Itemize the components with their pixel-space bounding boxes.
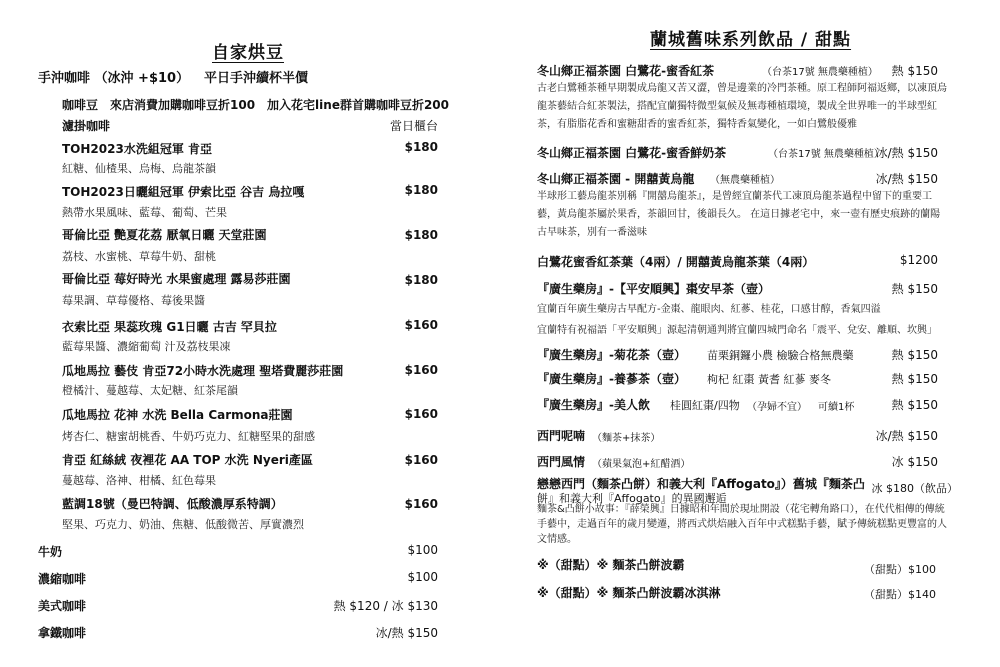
special-drink-price: 冰/熱 $150 [875, 429, 938, 443]
tea-name: 冬山鄉正福茶園 白鷺花-蜜香鮮奶茶 [537, 146, 727, 160]
tea-note: （台茶17號 無農藥種植） [768, 149, 884, 160]
drink-price: 冰/熱 $150 [375, 626, 438, 640]
dessert-name: ※（甜點）※ 麵茶凸餅波霸冰淇淋 [537, 586, 721, 600]
pour-over-headline: 手沖咖啡 （冰沖 +$10） [38, 71, 190, 86]
herbal-desc: 宜蘭特有祝福語「平安順興」源起清朝通判將宜蘭四城門命名「震平、兌安、離順、坎興」 [537, 325, 937, 336]
affogato-price: 冰 $180（飲品） [871, 482, 958, 495]
herbal-warning: （孕婦不宜） [747, 402, 807, 413]
bean-desc: 熱帶水果風味、藍莓、葡萄、芒果 [62, 206, 227, 219]
herbal-note: 桂圓紅棗/四物 [670, 399, 740, 412]
bean-name: TOH2023日曬組冠軍 伊索比亞 谷吉 烏拉嘎 [62, 185, 305, 199]
bean-name: 哥倫比亞 艷夏花荔 厭氧日曬 天堂莊園 [62, 228, 267, 242]
bean-price: $180 [404, 183, 438, 197]
herbal-price: 熱 $150 [891, 282, 938, 296]
special-drink-price: 冰 $150 [891, 455, 938, 469]
beans-note: 咖啡豆 來店消費加購咖啡豆折100 加入花宅line群首購咖啡豆折200 [62, 98, 450, 112]
bean-desc: 紅糖、仙楂果、烏梅、烏龍茶韻 [62, 162, 216, 175]
bean-name: 藍調18號（曼巴特調、低酸濃厚系特調） [62, 497, 283, 511]
herbal-note: 苗栗銅鑼小農 檢驗合格無農藥 [707, 349, 854, 362]
herbal-note: 枸杞 紅棗 黃耆 紅蔘 麥冬 [707, 373, 831, 386]
bean-name: TOH2023水洗組冠軍 肯亞 [62, 142, 213, 156]
dessert-name: ※（甜點）※ 麵茶凸餅波霸 [537, 558, 685, 572]
house-roast-title: 自家烘豆 [212, 43, 284, 63]
special-drink-note: （麵茶+抹茶） [592, 433, 661, 444]
bean-desc: 烤杏仁、糖蜜胡桃香、牛奶巧克力、紅糖堅果的甜感 [62, 430, 315, 443]
bean-price: $160 [404, 453, 438, 467]
drip-label: 濾掛咖啡 [62, 119, 111, 133]
herbal-price: 熱 $150 [891, 348, 938, 362]
affogato-name-line2: 餅』和義大利『Affogato』的異國邂逅 [537, 492, 727, 505]
bean-desc: 堅果、巧克力、奶油、焦糖、低酸微苦、厚實濃烈 [62, 518, 304, 531]
dessert-price: （甜點）$100 [864, 563, 936, 576]
herbal-desc: 宜蘭百年廣生藥房古早配方-金棗、龍眼肉、紅蔘、桂花，口感甘醇，香氣四溢 [537, 304, 881, 315]
affogato-story: 麵茶&凸餅小故事：『薛榮興』日據昭和年間於現址開設（花宅轉角路口），在代代相傳的傳統手藝中，走過百年的歲月變遷，將西式烘焙融入百年中式糕點手藝，賦予傳統糕點更豐富的人文情感。 [537, 504, 947, 545]
bean-desc: 橙橘汁、蔓越莓、太妃糖、紅茶尾韻 [62, 384, 238, 397]
bean-price: $160 [404, 497, 438, 511]
tea-note: （無農藥種植） [710, 175, 780, 186]
bean-price: $160 [404, 318, 438, 332]
tea-name: 冬山鄉正福茶園 - 開囍黃烏龍 [537, 172, 695, 186]
tea-price: 冰/熱 $150 [875, 146, 938, 160]
drip-value: 當日櫃台 [390, 119, 439, 133]
tea-description: 古老白鷺種茶種早期製成烏龍又苦又澀，曾是邊業的冷門茶種。原工程師阿福返鄉，以凍頂烏龍茶藝結合紅茶製法，搭配宜蘭獨特微型氣候及無毒種植環境，製成全世界唯一的半球型紅茶，有脂脂花香和蜜糖甜香的蜜香紅茶，獨特香氣變化，一如白鷺般優雅 [537, 83, 947, 130]
drink-name: 濃縮咖啡 [38, 572, 87, 586]
lancheng-title: 蘭城舊味系列飲品 / 甜點 [650, 30, 852, 50]
bean-name: 瓜地馬拉 花神 水洗 Bella Carmona莊園 [62, 408, 293, 422]
bean-price: $160 [404, 363, 438, 377]
bean-price: $180 [404, 140, 438, 154]
tea-leaf-price: $1200 [899, 253, 938, 267]
drink-price: $100 [407, 543, 438, 557]
tea-price: 熱 $150 [891, 64, 938, 78]
drink-name: 拿鐵咖啡 [38, 626, 87, 640]
special-drink-name: 西門呢喃 [537, 429, 586, 443]
drink-name: 牛奶 [38, 545, 63, 559]
herbal-name: 『廣生藥房』-養蔘茶（壺） [537, 372, 686, 386]
herbal-name: 『廣生藥房』-【平安順興】棗安早茶（壺） [537, 282, 770, 296]
herbal-refill: 可續1杯 [818, 402, 855, 413]
bean-price: $180 [404, 228, 438, 242]
tea-note: （台茶17號 無農藥種植） [762, 67, 878, 78]
house-roast-column [0, 0, 470, 667]
refill-note: 平日手沖續杯半價 [204, 71, 309, 86]
drink-name: 美式咖啡 [38, 599, 87, 613]
bean-name: 瓜地馬拉 藝伎 肯亞72小時水洗處理 聖塔費麗莎莊園 [62, 364, 344, 378]
bean-desc: 莓果調、草莓優格、莓後果醬 [62, 294, 205, 307]
bean-name: 哥倫比亞 莓好時光 水果蜜處理 露易莎莊園 [62, 272, 291, 286]
bean-name: 肯亞 紅絲絨 夜裡花 AA TOP 水洗 Nyeri產區 [62, 453, 313, 467]
herbal-price: 熱 $150 [891, 398, 938, 412]
affogato-name: 戀戀西門（麵茶凸餅）和義大利『Affogato』）舊城『麵茶凸 [537, 477, 865, 491]
special-drink-note: （蘋果氣泡+紅醋酒） [592, 459, 691, 470]
lancheng-column [500, 0, 1000, 667]
herbal-price: 熱 $150 [891, 372, 938, 386]
bean-price: $160 [404, 407, 438, 421]
bean-desc: 藍莓果醬、濃縮葡萄 汁及荔枝果凍 [62, 340, 231, 353]
herbal-name: 『廣生藥房』-菊花茶（壺） [537, 348, 686, 362]
bean-desc: 荔枝、水蜜桃、草莓牛奶、甜桃 [62, 250, 216, 263]
tea-name: 冬山鄉正福茶園 白鷺花-蜜香紅茶 [537, 64, 715, 78]
bean-desc: 蔓越莓、洛神、柑橘、紅色莓果 [62, 474, 216, 487]
special-drink-name: 西門風情 [537, 455, 586, 469]
tea-description: 半球形工藝烏龍茶別稱『開囍烏龍茶』，是曾經宜蘭茶代工凍頂烏龍茶過程中留下的重要工藝，黃烏龍茶屬於果香，茶韻回甘，後韻長久。 在這日據老宅中，來一壺有歷史痕跡的蘭陽古早味茶，別有一番滋味 [537, 191, 941, 238]
herbal-name: 『廣生藥房』-美人飲 [537, 398, 650, 412]
tea-price: 冰/熱 $150 [875, 172, 938, 186]
drink-price: $100 [407, 570, 438, 584]
dessert-price: （甜點）$140 [864, 588, 936, 601]
bean-name: 衣索比亞 果蕊玫瑰 G1日曬 古吉 罕貝拉 [62, 320, 277, 334]
tea-leaf-name: 白鷺花蜜香紅茶葉（4兩）/ 開囍黃烏龍茶葉（4兩） [537, 255, 815, 269]
bean-price: $180 [404, 273, 438, 287]
drink-price: 熱 $120 / 冰 $130 [333, 599, 438, 613]
